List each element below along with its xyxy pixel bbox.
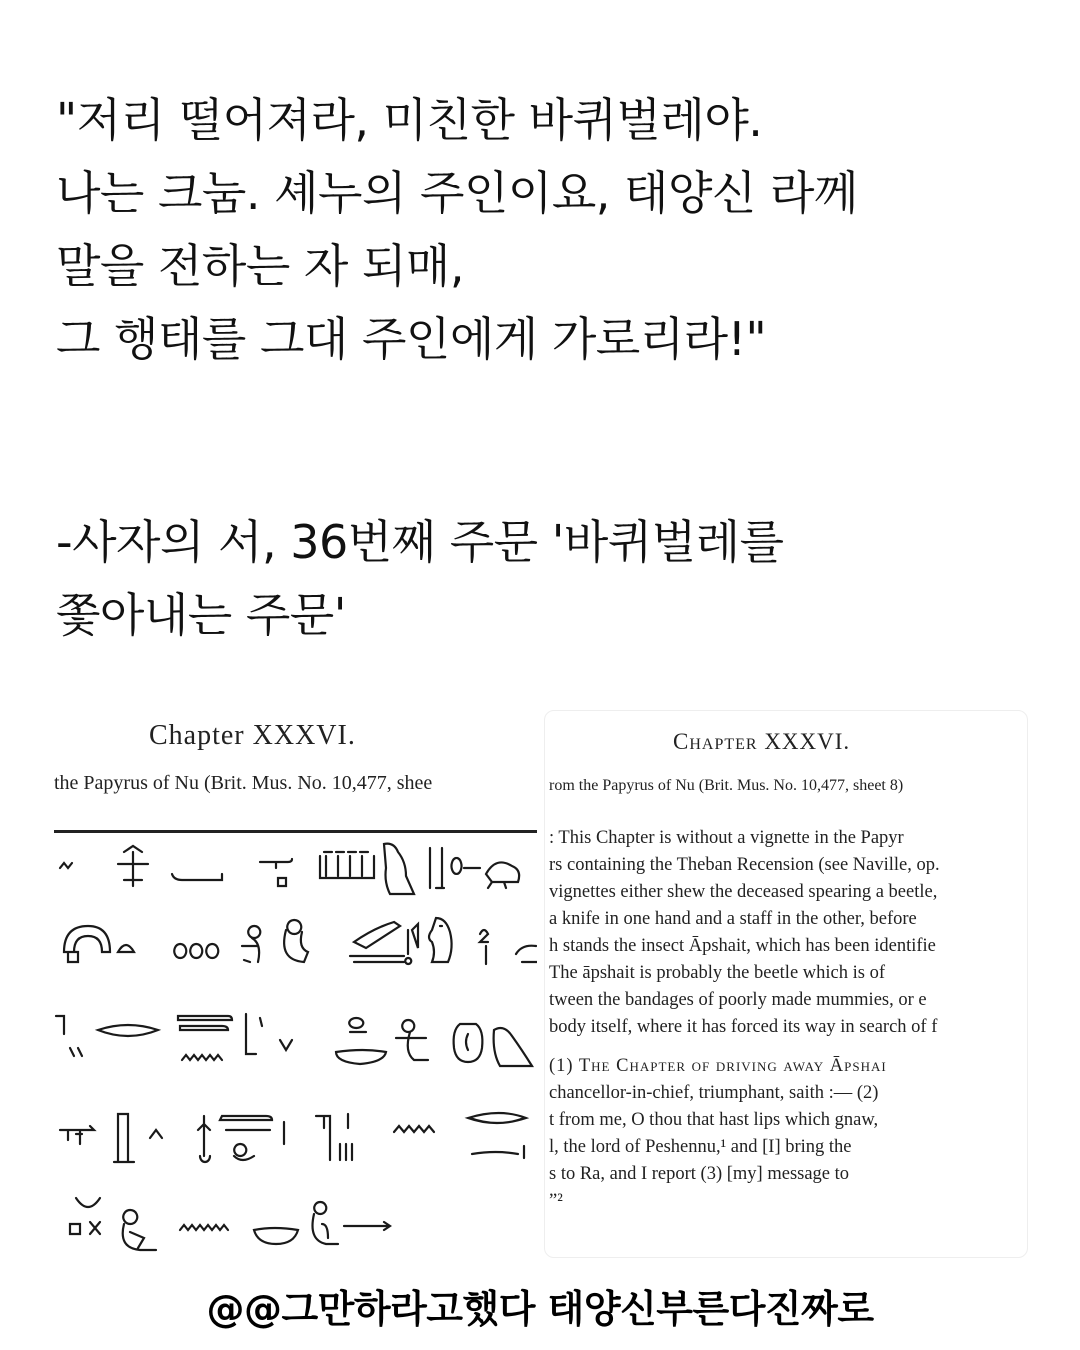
caption-text: @@그만하라고했다 태양신부른다진짜로 — [206, 1287, 874, 1331]
chapter-title-line: (1) The Chapter of driving away Āpshai — [549, 1056, 887, 1076]
quote-line: 말을 전하는 자 되매, — [56, 239, 464, 293]
chapter-heading: Chapter XXXVI. — [673, 729, 851, 754]
source-line: -사자의 서, 36번째 주문 '바퀴벌레를 — [56, 515, 784, 569]
paragraph-gap — [549, 1041, 1028, 1053]
quote-text — [56, 84, 1046, 376]
papyrus-reference: rom the Papyrus of Nu (Brit. Mus. No. 10,477, sheet 8) — [549, 777, 904, 794]
translation-line: l, the lord of Peshennu,¹ and [I] bring the — [549, 1137, 852, 1157]
translation-line: chancellor-in-chief, triumphant, saith :— (2) — [549, 1083, 879, 1103]
quote-line: 나는 크눔. 셰누의 주인이요, 태양신 라께 — [56, 166, 858, 220]
hieroglyph-page-image[interactable] — [54, 710, 537, 1256]
source-citation — [56, 506, 1046, 652]
quote-line: 그 행태를 그대 주인에게 가로리라!" — [56, 312, 767, 366]
translation-line: a knife in one hand and a staff in the other, before — [549, 909, 917, 929]
chapter-heading: Chapter XXXVI. — [149, 720, 356, 751]
translation-line: h stands the insect Āpshait, which has been identifie — [549, 936, 936, 956]
translation-line: body itself, where it has forced its way in search of f — [549, 1017, 938, 1037]
papyrus-reference: the Papyrus of Nu (Brit. Mus. No. 10,477, shee — [54, 772, 433, 794]
source-line: 쫓아내는 주문' — [56, 588, 346, 642]
hieroglyph-text — [54, 834, 537, 1254]
translation-page-image[interactable] — [544, 710, 1028, 1258]
translation-line: s to Ra, and I report (3) [my] message to — [549, 1164, 850, 1184]
translation-text — [549, 825, 1028, 1215]
translation-line: vignettes either shew the deceased spearing a beetle, — [549, 882, 938, 902]
divider-rule — [54, 830, 537, 833]
translation-line: tween the bandages of poorly made mummies, or e — [549, 990, 927, 1010]
translation-line: t from me, O thou that hast lips which gnaw, — [549, 1110, 879, 1130]
translation-line: rs containing the Theban Recension (see Naville, op. — [549, 855, 940, 875]
translation-line: ”² — [549, 1191, 563, 1211]
quote-line: "저리 떨어져라, 미친한 바퀴벌레야. — [56, 93, 763, 147]
translation-line: : This Chapter is without a vignette in the Papyr — [549, 828, 904, 848]
translation-line: The āpshait is probably the beetle which is of — [549, 963, 885, 983]
